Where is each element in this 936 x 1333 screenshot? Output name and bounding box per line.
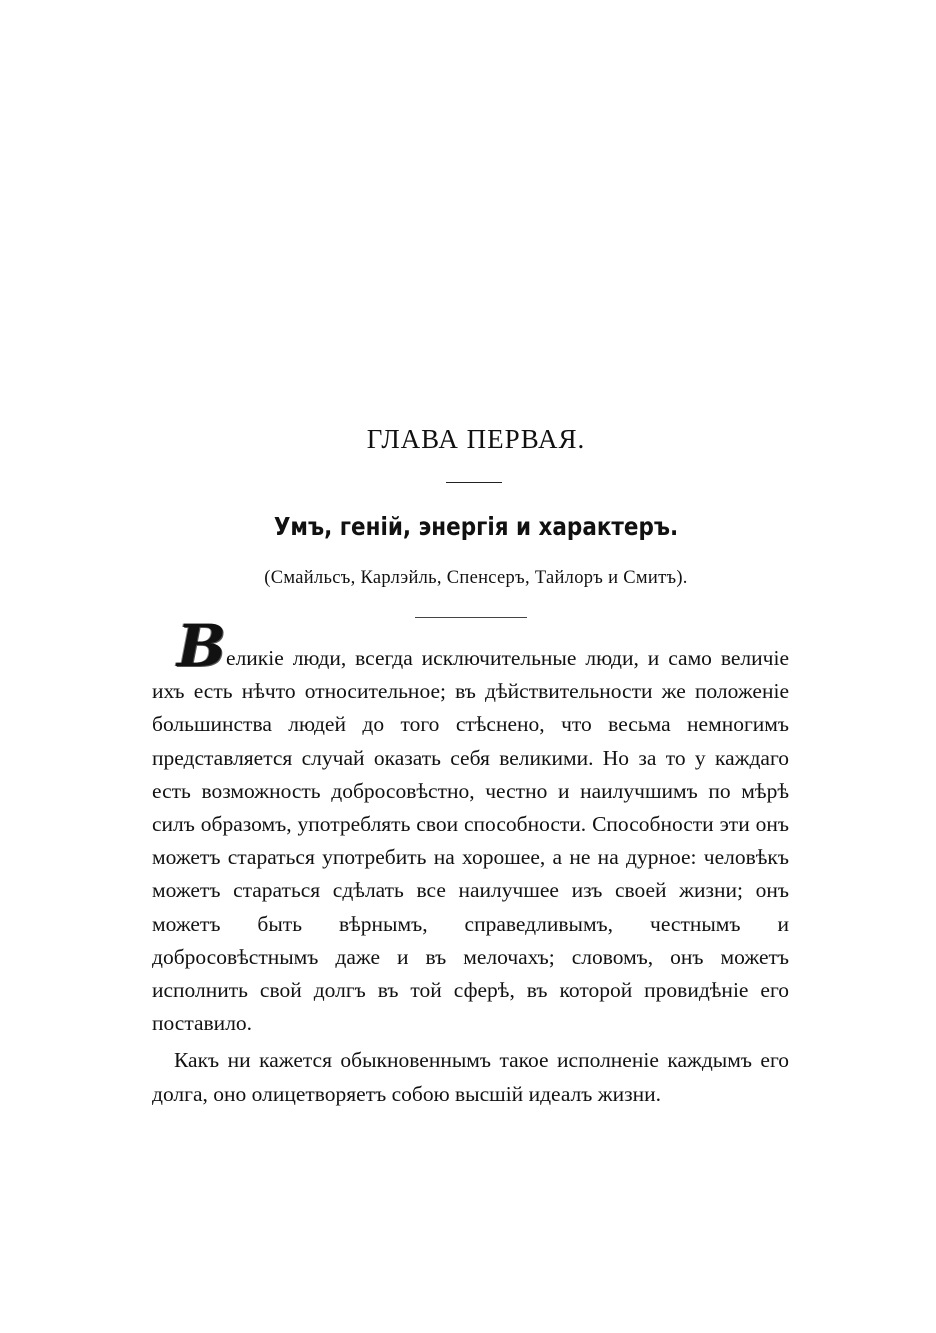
body-text bbox=[152, 612, 789, 1111]
chapter-heading: ГЛАВА ПЕРВАЯ. bbox=[366, 424, 586, 454]
chapter-subtitle: (Смайльсъ, Карлэйль, Спенсеръ, Тайлоръ и Смитъ). bbox=[264, 568, 688, 588]
paragraph-1-text: еликіе люди, всегда исключительные люди, и само величіе ихъ есть нѣчто относительное; въ дѣйствительности же положеніе большинства людей до того стѣснено, что весьма немногимъ представляется случай оказать себя великими. Но за то у каждаго есть возможность добросовѣстно, честно и наилучшимъ по мѣрѣ силъ образомъ, употреблять свои способности. Способности эти онъ можетъ стараться употребить на хорошее, а не на дурное: человѣкъ можетъ стараться сдѣлать все наилучшее изъ своей жизни; онъ можетъ быть вѣрнымъ, справедливымъ, честнымъ и добросовѣстнымъ даже и въ мелочахъ; словомъ, онъ можетъ исполнить свой долгъ въ той сферѣ, въ которой провидѣніе его поставило. bbox=[152, 646, 789, 1036]
paragraph-1 bbox=[152, 612, 789, 1040]
drop-cap-initial: В bbox=[177, 612, 227, 680]
chapter-title: Умъ, геній, энергія и характеръ. bbox=[273, 512, 679, 541]
paragraph-2: Какъ ни кажется обыкновеннымъ такое исполненіе каждымъ его долга, оно олицетворяетъ собою высшій идеалъ жизни. bbox=[152, 1048, 789, 1106]
heading-divider bbox=[446, 482, 502, 483]
subtitle-divider bbox=[415, 617, 527, 618]
